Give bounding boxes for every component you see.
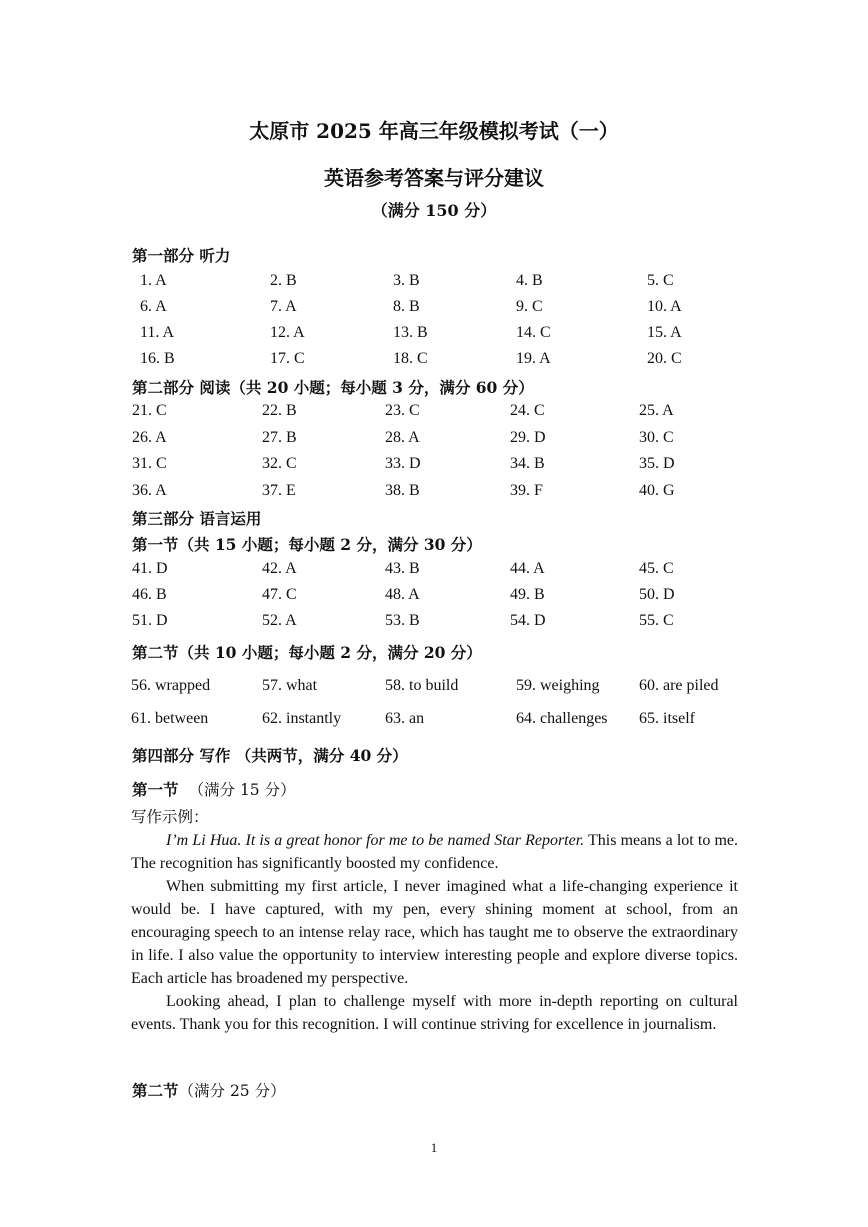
answer-row <box>0 677 868 699</box>
answer-row <box>0 350 868 372</box>
answer-cell: 26. A <box>132 428 167 446</box>
answer-row <box>0 402 868 424</box>
answer-cell: 17. C <box>270 350 305 367</box>
answer-cell: 33. D <box>385 455 421 472</box>
answer-cell: 12. A <box>270 324 305 341</box>
page-number: 1 <box>430 1140 438 1155</box>
answer-cell: 35. D <box>639 455 675 472</box>
answer-cell: 4. B <box>516 272 543 289</box>
writing-sample-label: 写作示例： <box>131 808 209 826</box>
answer-cell: 7. A <box>270 298 297 315</box>
answer-cell: 65. itself <box>639 710 695 727</box>
answer-cell: 30. C <box>639 428 674 446</box>
answer-cell: 9. C <box>516 298 543 315</box>
answer-cell: 1. A <box>140 272 167 289</box>
answer-cell: 36. A <box>132 481 167 499</box>
answer-cell: 21. C <box>132 402 167 419</box>
answer-cell: 57. what <box>262 677 318 694</box>
essay-italic-opening: I’m Li Hua. It is a great honor for me to be named Star Reporter. <box>166 832 585 849</box>
part2-heading: 第二部分 阅读（共 20 小题；每小题 3 分，满分 60 分） <box>132 378 534 397</box>
essay-paragraph: When submitting my first article, I never imagined what a life-changing experience it would be. I have captured, with my pen, every shining moment at school, from an encouraging speech to an intense relay race, which has taught me to observe the extraordinary in life. I also value the opportunity to interview interesting people and explore diverse topics. Each article has broadened my perspective. <box>131 878 738 987</box>
answer-cell: 6. A <box>140 298 167 315</box>
answer-row <box>0 612 868 634</box>
answer-cell: 61. between <box>131 710 209 727</box>
answer-row <box>0 710 868 732</box>
answer-row <box>0 455 868 477</box>
answer-cell: 25. A <box>639 402 674 419</box>
answer-row <box>0 560 868 582</box>
answer-cell: 14. C <box>516 324 551 341</box>
answer-cell: 60. are piled <box>639 677 719 694</box>
part4-section1-heading-row <box>132 778 296 800</box>
answer-cell: 56. wrapped <box>131 677 211 694</box>
answer-cell: 42. A <box>262 560 297 577</box>
answer-cell: 48. A <box>385 586 420 603</box>
answer-cell: 2. B <box>270 272 297 289</box>
answer-cell: 53. B <box>385 612 420 629</box>
answer-cell: 15. A <box>647 324 682 341</box>
answer-cell: 10. A <box>647 298 682 315</box>
part3-section2-heading: 第二节（共 10 小题；每小题 2 分，满分 20 分） <box>132 643 482 662</box>
answer-cell: 51. D <box>132 612 168 629</box>
page-subtitle: 英语参考答案与评分建议 <box>324 166 544 190</box>
answer-cell: 39. F <box>510 481 543 499</box>
answer-row <box>0 324 868 346</box>
answer-cell: 34. B <box>510 455 545 472</box>
answer-cell: 3. B <box>393 272 420 289</box>
essay-paragraph <box>131 829 738 875</box>
answer-cell: 47. C <box>262 586 297 603</box>
answer-cell: 29. D <box>510 428 546 446</box>
answer-cell: 45. C <box>639 560 674 577</box>
answer-cell: 28. A <box>385 428 420 446</box>
answer-row <box>0 482 868 504</box>
answer-row <box>0 586 868 608</box>
answer-cell: 24. C <box>510 402 545 419</box>
answer-cell: 20. C <box>647 350 682 367</box>
answer-cell: 44. A <box>510 560 545 577</box>
part1-heading: 第一部分 听力 <box>132 246 231 265</box>
answer-cell: 13. B <box>393 324 428 341</box>
answer-cell: 64. challenges <box>516 710 608 727</box>
part4-section2-heading: 第二节 <box>132 1081 179 1100</box>
answer-cell: 58. to build <box>385 677 459 694</box>
answer-cell: 32. C <box>262 455 297 472</box>
part3-section1-heading: 第一节（共 15 小题；每小题 2 分，满分 30 分） <box>132 535 482 554</box>
part4-section2-score: （满分 25 分） <box>178 1082 286 1100</box>
part4-section1-score: （满分 15 分） <box>188 781 296 799</box>
answer-cell: 5. C <box>647 272 674 289</box>
part4-section2-heading-row <box>132 1079 286 1101</box>
essay-paragraph: Looking ahead, I plan to challenge myself with more in-depth reporting on cultural events. Thank you for this recognition. I will continue striving for excellence in journalism. <box>131 993 738 1033</box>
part4-section1-heading: 第一节 <box>132 780 179 799</box>
answer-cell: 37. E <box>262 481 296 499</box>
answer-cell: 50. D <box>639 586 675 603</box>
part4-heading: 第四部分 写作 （共两节，满分 40 分） <box>132 746 408 765</box>
answer-cell: 16. B <box>140 350 175 367</box>
answer-cell: 41. D <box>132 560 168 577</box>
answer-cell: 18. C <box>393 350 428 367</box>
answer-cell: 22. B <box>262 402 297 419</box>
answer-cell: 52. A <box>262 612 297 629</box>
answer-cell: 23. C <box>385 402 420 419</box>
answer-cell: 19. A <box>516 350 551 367</box>
answer-cell: 11. A <box>140 324 175 341</box>
answer-cell: 54. D <box>510 612 546 629</box>
answer-row <box>0 272 868 294</box>
answer-cell: 55. C <box>639 612 674 629</box>
part3-heading: 第三部分 语言运用 <box>132 509 262 528</box>
answer-cell: 62. instantly <box>262 710 342 727</box>
answer-row <box>0 429 868 451</box>
answer-cell: 27. B <box>262 428 297 446</box>
page-title: 太原市 2025 年高三年级模拟考试（一） <box>249 119 619 143</box>
total-score-note: （满分 150 分） <box>371 201 497 220</box>
essay-p1-text: This means a lot to me. The recognition has significantly boosted my confidence. <box>131 832 739 872</box>
answer-cell: 63. an <box>385 710 425 727</box>
answer-row <box>0 298 868 320</box>
answer-cell: 8. B <box>393 298 420 315</box>
writing-sample-essay <box>131 829 738 1036</box>
answer-cell: 31. C <box>132 455 167 472</box>
answer-cell: 59. weighing <box>516 677 600 694</box>
answer-cell: 40. G <box>639 481 675 499</box>
answer-cell: 49. B <box>510 586 545 603</box>
answer-cell: 38. B <box>385 481 420 499</box>
answer-cell: 46. B <box>132 586 167 603</box>
answer-cell: 43. B <box>385 560 420 577</box>
